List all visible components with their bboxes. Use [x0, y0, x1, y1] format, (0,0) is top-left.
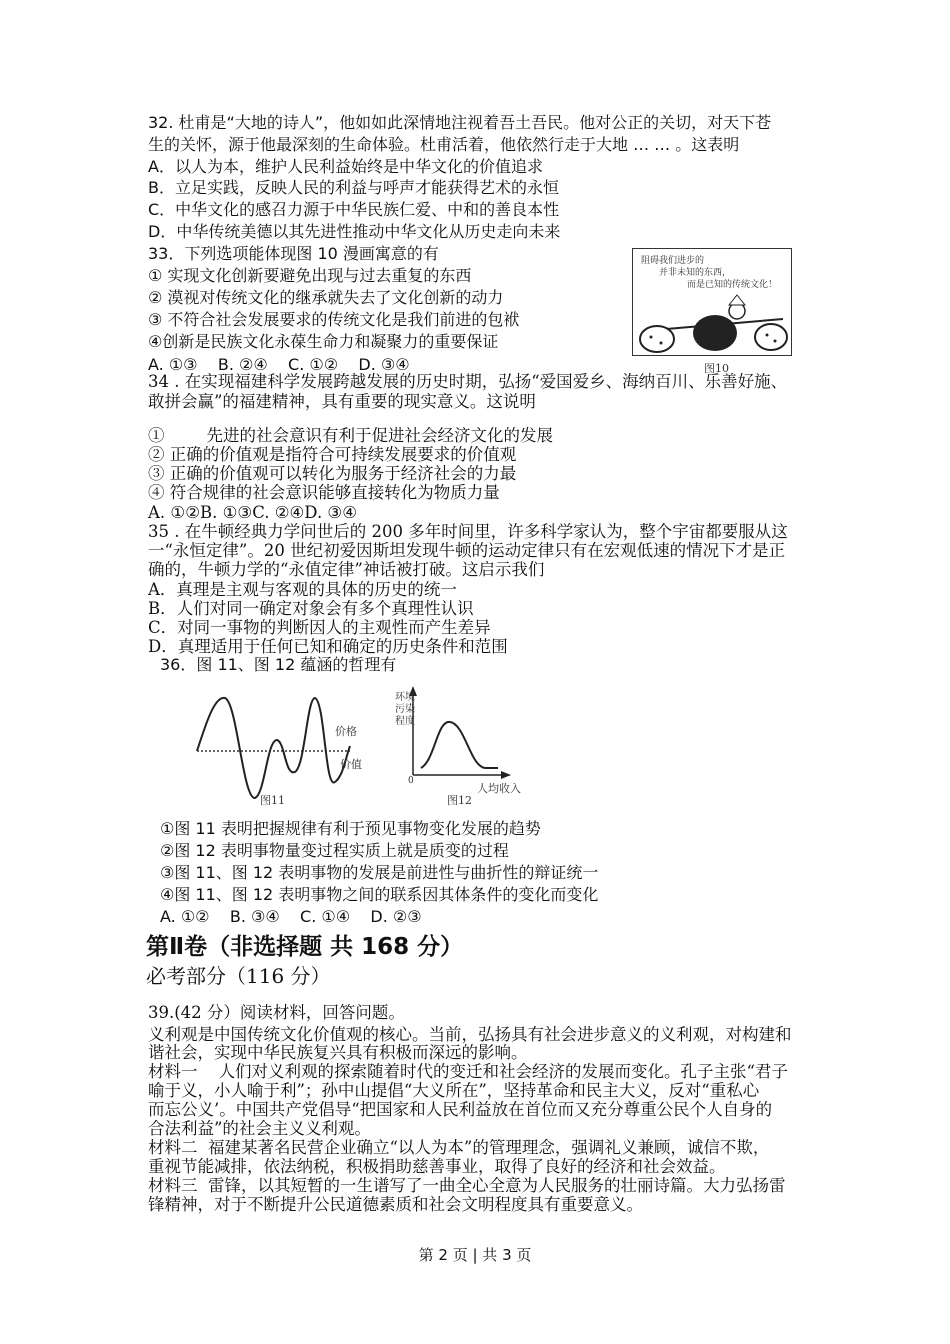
fig12-ylabel: 程度 [395, 716, 415, 727]
q34-item: ① 先进的社会意识有利于促进社会经济文化的发展 [148, 426, 553, 445]
q39-line: 材料二 福建某著名民营企业确立“以人为本”的管理理念，强调礼义兼顾，诚信不欺， [148, 1138, 770, 1157]
q34-answers: A. ①②B. ①③C. ②④D. ③④ [148, 503, 358, 522]
cartoon-caption: 而是已知的传统文化！ [687, 280, 778, 290]
fig12-pollution-curve [421, 722, 498, 768]
q35-option-a: A．真理是主观与客观的具体的历史的统一 [148, 580, 457, 599]
q32-stem-line: 32. 杜甫是“大地的诗人”，他如如此深情地注视着吾土吾民。他对公正的关切，对天下苍 [148, 113, 772, 132]
page-footer: 第 2 页 | 共 3 页 [418, 1246, 532, 1264]
q33-item: ④创新是民族文化永葆生命力和凝聚力的重要保证 [148, 332, 499, 351]
q39-line: 合法利益”的社会主义义利观。 [148, 1119, 371, 1138]
q39-line: 而忘公义’。中国共产党倡导“把国家和人民利益放在首位而又充分尊重公民个人自身的 [148, 1100, 773, 1119]
q39-line: 义利观是中国传统文化价值观的核心。当前，弘扬具有社会进步意义的义利观，对构建和 [148, 1025, 792, 1044]
q36-item: ③图 11、图 12 表明事物的发展是前进性与曲折性的辩证统一 [160, 863, 599, 882]
q39-line: 锋精神，对于不断提升公民道德素质和社会文明程度具有重要意义。 [148, 1195, 643, 1214]
q35-stem-line: 一“永恒定律”。20 世纪初爱因斯坦发现牛顿的运动定律只有在宏观低速的情况下才是正 [148, 541, 786, 560]
q32-option-c: C．中华文化的感召力源于中华民族仁爱、中和的善良本性 [148, 200, 560, 219]
fig12-ylabel: 污染 [395, 704, 415, 715]
q35-option-b: B．人们对同一确定对象会有多个真理性认识 [148, 599, 474, 618]
q33-answers: A. ①③ B. ②④ C. ①② D. ③④ [148, 355, 410, 374]
section-title: 第Ⅱ卷（非选择题 共 168 分） [146, 934, 464, 960]
q33-item: ③ 不符合社会发展要求的传统文化是我们前进的包袱 [148, 310, 520, 329]
fig12-ylabel: 环境 [395, 692, 415, 703]
q39-line: 喻于义，小人喻于利”；孙中山提倡“大义所在”，坚持革命和民主大义，反对“重私心 [148, 1081, 760, 1100]
section-subtitle: 必考部分（116 分） [146, 964, 331, 988]
q35-stem-line: 确的，牛顿力学的“永值定律”神话被打破。这启示我们 [148, 560, 545, 579]
q34-stem-line: 34 . 在实现福建科学发展跨越发展的历史时期，弘扬“爱国爱乡、海纳百川、乐善好施、 [148, 372, 788, 391]
q34-stem-line: 敢拼会赢”的福建精神，具有重要的现实意义。这说明 [148, 392, 536, 411]
fig11-label-value: 价值 [340, 758, 362, 771]
fig11-price-curve [197, 698, 350, 798]
q39-line: 重视节能减排，依法纳税，积极捐助慈善事业，取得了良好的经济和社会效益。 [148, 1157, 726, 1176]
fig12-caption: 图12 [447, 794, 472, 807]
q33-item: ② 漠视对传统文化的继承就失去了文化创新的动力 [148, 288, 504, 307]
q35-stem-line: 35 . 在牛顿经典力学问世后的 200 多年时间里，许多科学家认为，整个宇宙都要服从这 [148, 522, 788, 541]
q39-line: 材料一 人们对义利观的探索随着时代的变迁和社会经济的发展而变化。孔子主张“君子 [148, 1062, 788, 1081]
q34-item: ④ 符合规律的社会意识能够直接转化为物质力量 [148, 483, 500, 502]
q36-answers: A. ①② B. ③④ C. ①④ D. ②③ [160, 907, 422, 926]
q32-option-b: B．立足实践，反映人民的利益与呼声才能获得艺术的永恒 [148, 178, 559, 197]
q32-stem-line: 生的关怀，源于他最深刻的生命体验。杜甫活着，他依然行走于大地 … … 。这表明 [148, 135, 740, 154]
cartoon-caption: 阻碍我们进步的 [641, 256, 705, 266]
figures-11-12 [185, 680, 585, 810]
q32-option-d: D．中华传统美德以其先进性推动中华文化从历史走向未来 [148, 222, 561, 241]
fig12-origin: 0 [408, 776, 414, 786]
q39-line: 39.(42 分）阅读材料，回答问题。 [148, 1003, 405, 1022]
q35-option-c: C．对同一事物的判断因人的主观性而产生差异 [148, 618, 491, 637]
q36-item: ①图 11 表明把握规律有利于预见事物变化发展的趋势 [160, 819, 541, 838]
cartoon-caption: 并非未知的东西， [659, 268, 732, 278]
man-carrying-bags-illustration [633, 249, 791, 355]
q33-item: ① 实现文化创新要避免出现与过去重复的东西 [148, 266, 472, 285]
figure-10-cartoon [632, 248, 792, 356]
q33-stem: 33．下列选项能体现图 10 漫画寓意的有 [148, 244, 439, 263]
q34-item: ③ 正确的价值观可以转化为服务于经济社会的力最 [148, 464, 517, 483]
q36-stem: 36．图 11、图 12 蕴涵的哲理有 [160, 655, 397, 674]
q34-item: ② 正确的价值观是指符合可持续发展要求的价值观 [148, 445, 517, 464]
fig11-caption: 图11 [260, 794, 285, 807]
fig12-xlabel: 人均收入 [477, 782, 521, 795]
q39-line: 材料三 雷锋，以其短暂的一生谱写了一曲全心全意为人民服务的壮丽诗篇。大力弘扬雷 [148, 1176, 786, 1195]
q35-option-d: D．真理适用于任何已知和确定的历史条件和范围 [148, 637, 508, 656]
q36-item: ④图 11、图 12 表明事物之间的联系因其体条件的变化而变化 [160, 885, 599, 904]
q39-line: 谐社会，实现中华民族复兴具有积极而深远的影响。 [148, 1043, 528, 1062]
figure-10-caption: 图10 [704, 362, 729, 375]
q32-option-a: A．以人为本，维护人民利益始终是中华文化的价值追求 [148, 157, 543, 176]
fig11-label-price: 价格 [335, 725, 357, 738]
q36-item: ②图 12 表明事物量变过程实质上就是质变的过程 [160, 841, 509, 860]
